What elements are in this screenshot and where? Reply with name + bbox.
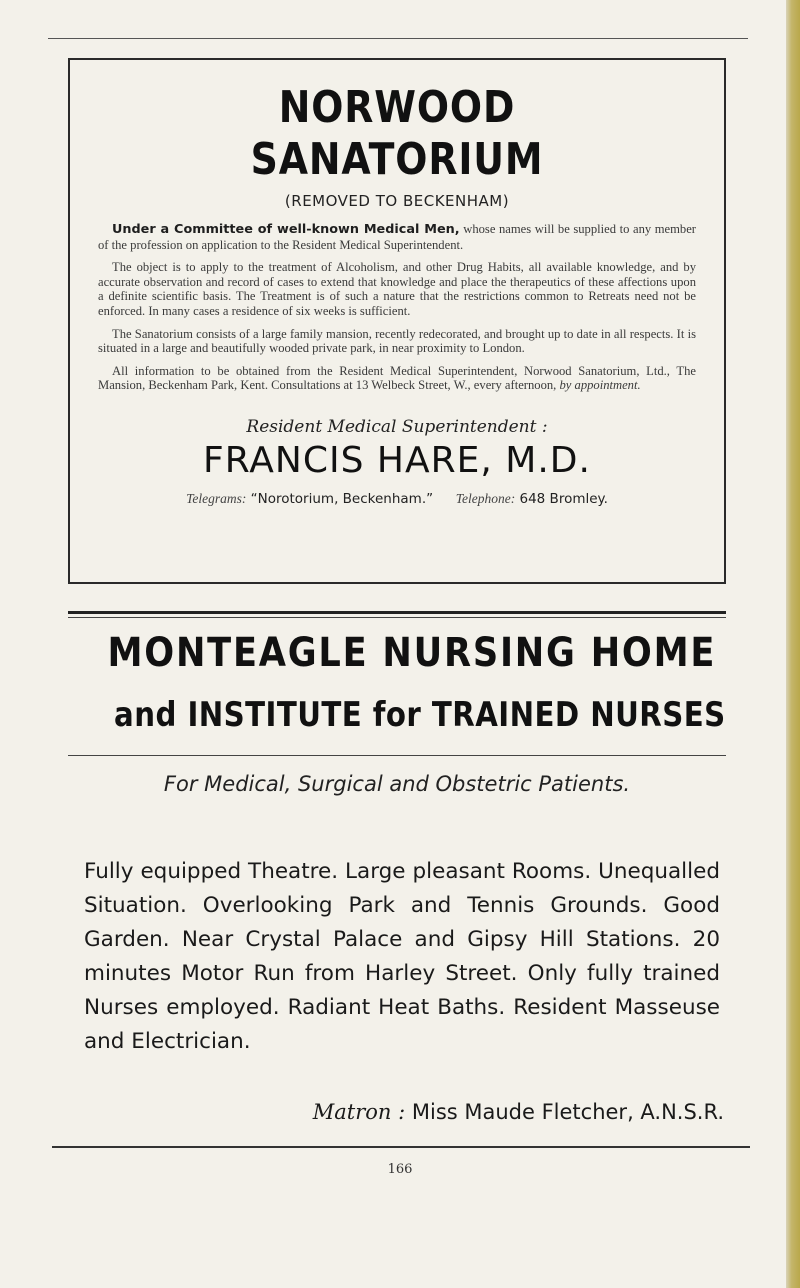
matron-label: Matron : <box>312 1100 406 1124</box>
committee-lead: Under a Committee of well-known Medical Men, <box>112 222 460 237</box>
norwood-title: NORWOOD SANATORIUM <box>250 82 544 185</box>
information-text: All information to be obtained from the Resident Medical Superintendent, Norwood Sanatorium, Ltd., The Mansion, Beckenham Park, Kent. Consultations at 13 Welbeck Street, W., every afternoon, <box>98 363 696 393</box>
superintendent-name: FRANCIS HARE, M.D. <box>203 439 591 481</box>
monteagle-subtitle: and INSTITUTE for TRAINED NURSES <box>114 695 726 735</box>
matron-line <box>68 1100 724 1124</box>
page-number: 166 <box>387 1162 413 1177</box>
norwood-object-paragraph: The object is to apply to the treatment of Alcoholism, and other Drug Habits, all available knowledge, and by accurate observation and record of cases to extend that knowledge and place the therapeutics of these affections upon a definite scientific basis. The Treatment is of such a nature that the restrictions common to Retreats need not be enforced. In many cases a residence of six weeks is sufficient. <box>98 260 696 318</box>
section-rule-thin <box>68 617 726 618</box>
top-rule <box>48 38 748 39</box>
bottom-rule <box>52 1146 750 1148</box>
section-rule-thick <box>68 611 726 614</box>
appointment-text: by appointment. <box>559 378 641 393</box>
telegrams-value: “Norotorium, Beckenham.” <box>250 490 434 507</box>
superintendent-label: Resident Medical Superintendent : <box>246 416 548 437</box>
patients-line: For Medical, Surgical and Obstetric Patients. <box>163 772 631 796</box>
telephone-value: 648 Bromley. <box>519 490 608 507</box>
contact-line <box>98 491 696 507</box>
committee-rest: whose names will be supplied to any member of the profession on application to the Resident Medical Superintendent. <box>98 222 697 252</box>
norwood-mansion-paragraph: The Sanatorium consists of a large family mansion, recently redecorated, and brought up to date in all respects. It is situated in a large and beautifully wooded private park, in near proximity to London. <box>98 326 696 356</box>
norwood-removed-note: (REMOVED TO BECKENHAM) <box>284 192 510 210</box>
norwood-advert-box <box>68 58 726 584</box>
telephone-label: Telephone: <box>455 490 516 506</box>
page-edge <box>786 0 800 1288</box>
telegrams-label: Telegrams: <box>186 490 247 506</box>
monteagle-description: Fully equipped Theatre. Large pleasant Rooms. Unequalled Situation. Overlooking Park and Tennis Grounds. Good Garden. Near Crystal Palace and Gipsy Hill Stations. 20 minutes Motor Run from Harley Street. Only fully trained Nurses employed. Radiant Heat Baths. Resident Masseuse and Electrician. <box>84 859 720 1054</box>
monteagle-rule <box>68 755 726 756</box>
monteagle-title: MONTEAGLE NURSING HOME <box>107 630 717 676</box>
norwood-information-paragraph <box>98 364 696 393</box>
matron-name: Miss Maude Fletcher, A.N.S.R. <box>411 1100 724 1124</box>
norwood-committee-paragraph <box>98 222 696 252</box>
